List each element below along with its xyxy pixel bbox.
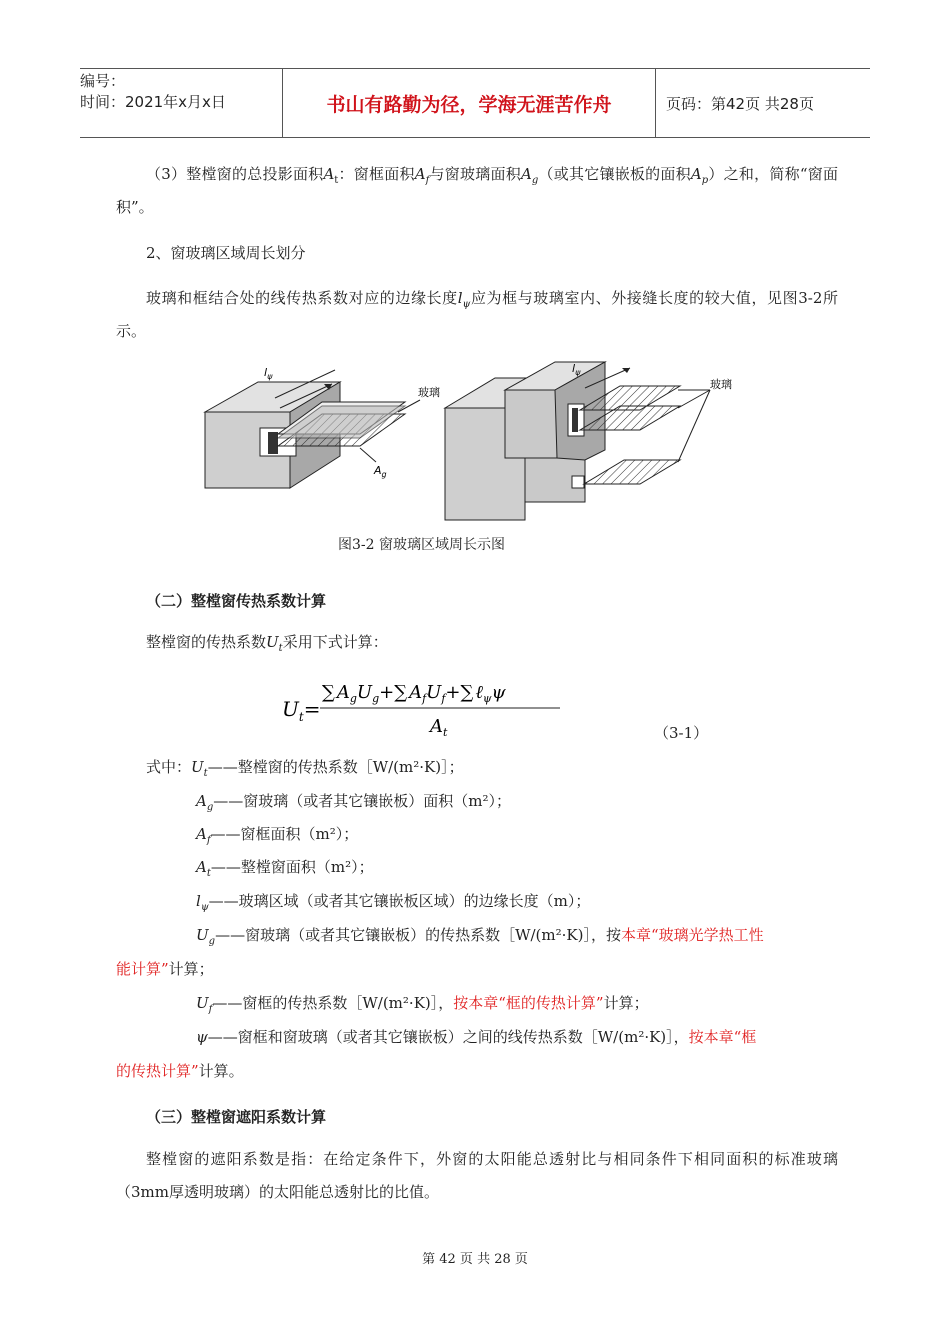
equation-3-1 <box>280 672 580 742</box>
right-l-label: $l_\psi$ <box>572 362 581 377</box>
paragraph-formula-intro: 整樘窗的传热系数$U_t$采用下式计算： <box>146 633 388 654</box>
def-at: $A_t——$整樘窗面积（m²）； <box>196 858 374 879</box>
def-psi: ψ——窗框和窗玻璃（或者其它镶嵌板）之间的线传热系数［W/(m²·K)］，按本章“框 <box>196 1028 757 1046</box>
def-uf: $U_f——$窗框的传热系数［W/(m²·K)］，按本章“框的传热计算”计算； <box>196 994 649 1015</box>
def-ug: $U_g——$窗玻璃（或者其它镶嵌板）的传热系数［W/(m²·K)］，按本章“玻璃光学热工性 <box>196 926 764 947</box>
ag-label: $A_g$ <box>374 464 387 479</box>
def-ag: $A_g——$窗玻璃（或者其它镶嵌板）面积（m²）； <box>196 792 511 813</box>
svg-text:∑AgUg+∑AfUf+∑ℓψψ: ∑ $A_gU_g+\sum$ $A_fU_f+\sum$ ℓ$_\psi$ψ <box>322 682 506 705</box>
left-l-label: $l_\psi$ <box>264 366 273 381</box>
code-label: 编号： <box>80 72 126 90</box>
heading-heat-transfer: （二）整樘窗传热系数计算 <box>146 592 327 610</box>
def-af: $A_f——$窗框面积（m²）； <box>196 825 359 846</box>
page-header <box>80 68 870 138</box>
figure-caption: 图3-2 窗玻璃区域周长示图 <box>338 537 505 553</box>
right-glass-pointer-2 <box>678 390 710 408</box>
svg-text:At: $A_t$ <box>430 716 448 739</box>
heading-shading: （三）整樘窗遮阳系数计算 <box>146 1108 327 1126</box>
right-glass-pointer-3 <box>678 390 710 462</box>
page-footer: 第 42 页 共 28 页 <box>422 1252 528 1267</box>
time-label: 时间：2021年x月x日 <box>80 93 226 111</box>
right-glass-label: 玻璃 <box>710 378 732 391</box>
header-page-label: 页码：第42页 共28页 <box>666 94 814 113</box>
figure-3-2-diagram <box>200 360 760 528</box>
def-ug-cont: 能计算”计算； <box>116 960 214 978</box>
paragraph-shading: 整樘窗的遮阳系数是指：在给定条件下，外窗的太阳能总透射比与相同条件下相同面积的标准玻璃（3mm厚透明玻璃）的太阳能总透射比的比值。 <box>116 1150 838 1201</box>
paragraph-total-area: （3）整樘窗的总投影面积$A_t$：窗框面积$A_f$与窗玻璃面积$A_g$（或其它镶嵌板的面积$A_p$）之和，简称“窗面积”。 <box>116 165 838 216</box>
header-motto: 书山有路勤为径，学海无涯苦作舟 <box>283 69 656 137</box>
left-glass-label: 玻璃 <box>418 386 440 399</box>
def-l: $l_\psi——$玻璃区域（或者其它镶嵌板区域）的边缘长度（m）； <box>196 892 591 913</box>
right-frame-block <box>445 362 680 520</box>
def-psi-cont: 的传热计算”计算。 <box>116 1062 244 1080</box>
equation-number: （3-1） <box>654 724 709 742</box>
section-heading-2: 2、窗玻璃区域周长划分 <box>146 244 306 262</box>
ag-pointer <box>360 448 376 462</box>
def-ut: 式中：$U_t——$整樘窗的传热系数［W/(m²·K)］； <box>146 758 464 779</box>
svg-text:Ut=: $U_t=$ <box>282 697 321 724</box>
header-meta <box>80 69 283 137</box>
paragraph-edge-length: 玻璃和框结合处的线传热系数对应的边缘长度$l_\psi$应为框与玻璃室内、外接缝长度的较大值，见图3-2所示。 <box>116 289 838 340</box>
